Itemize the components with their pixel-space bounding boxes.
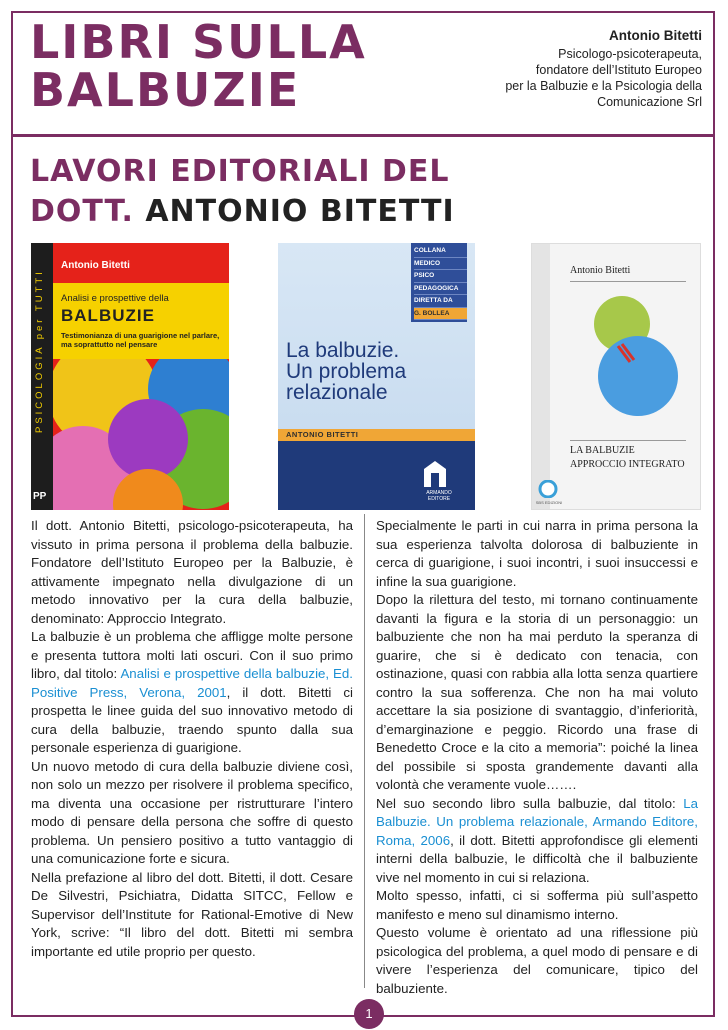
cover-artwork [53, 359, 229, 510]
header-divider [13, 134, 713, 137]
cover-title: BALBUZIE [61, 306, 155, 325]
section-title [30, 152, 455, 232]
paragraph: Questo volume è orientato ad una riflessione più psicologica del problema, a quel modo di pensare e di vivere l’esperienza del comunicare, tipico del balbuziente. [376, 925, 698, 996]
main-title-line-2: BALBUZIE [30, 63, 301, 117]
page-number-badge: 1 [354, 999, 384, 1029]
section-title-dott: DOTT. [30, 194, 134, 229]
publisher-logo-icon [424, 461, 446, 487]
text-column-right [376, 517, 698, 998]
text-run: , il dott. Bitetti approfondisce gli elementi interni della balbuzie, le difficoltà che il balbuziente vive nel momento in cui si relaziona. [376, 832, 698, 885]
series-label: PSICOLOGIA per TUTTI [34, 269, 45, 433]
paragraph [31, 628, 353, 758]
book-title-link[interactable]: La Balbuzie. Un problema relazionale, Armando Editore, Roma, 2006 [376, 795, 698, 848]
text-column-left [31, 517, 353, 961]
main-title-line-1: LIBRI SULLA [30, 15, 367, 69]
cover-tagline: Testimonianza di una guarigione nel parlare, ma soprattutto nel pensare [61, 331, 220, 349]
author-line: per la Balbuzie e la Psicologia della [505, 79, 702, 93]
collection-line: DIRETTA DA [414, 295, 467, 308]
cover-title-line: LA BALBUZIE [570, 445, 635, 456]
paragraph: Specialmente le parti in cui narra in prima persona la sua esperienza talvolta dolorosa di balbuziente in cerca di guarigione, i suoi incontri, i suoi insuccessi e infine la sua guarigione. [376, 518, 698, 589]
book-cover-3 [531, 243, 701, 510]
paragraph: Molto spesso, infatti, ci si sofferma più sull’aspetto manifesto e meno sul dinamismo interno. [376, 888, 698, 922]
collection-line: MEDICO [414, 258, 467, 271]
text-run: La balbuzie è un problema che affligge molte persone e presenta tuttora molti lati oscuri. Con il suo primo libro, dal titolo: [31, 629, 353, 681]
paragraph: Nella prefazione al libro del dott. Bitetti, il dott. Cesare De Silvestri, Psichiatra, Didatta SITCC, Fellow e Supervisor dell’Institute for Rational-Emotive di New York, scrive: “Il libro del dott. Bitetti mi sembra importante ed utile proprio per questo. [31, 869, 353, 959]
cover-publisher: SBS EDIZIONI [535, 500, 563, 505]
book-title-link[interactable]: Analisi e prospettive della balbuzie, Ed. Positive Press, Verona, 2001 [31, 666, 354, 700]
cover-title-line: La balbuzie. [286, 339, 400, 362]
cover-artwork [592, 294, 682, 424]
main-title [30, 15, 367, 117]
section-title-name: ANTONIO BITETTI [145, 194, 455, 229]
cover-author: ANTONIO BITETTI [286, 430, 359, 439]
cover-subtitle: Analisi e prospettive della [61, 293, 169, 304]
cover-publisher: ARMANDO EDITORE [426, 490, 452, 502]
collection-column [411, 243, 467, 322]
book-cover-2 [278, 243, 475, 510]
cover-side-band [532, 244, 550, 510]
book-cover-1 [31, 243, 229, 510]
author-line: Psicologo-psicoterapeuta, [558, 47, 702, 61]
author-block [505, 28, 702, 110]
cover-author: Antonio Bitetti [570, 265, 631, 276]
author-line: fondatore dell’Istituto Europeo [535, 63, 702, 77]
cover-title [286, 340, 406, 403]
publisher-mark: PP [33, 491, 47, 502]
cover-title-line: APPROCCIO INTEGRATO [570, 459, 685, 470]
paragraph: Dopo la rilettura del testo, mi tornano continuamente davanti la figura e la storia di un personaggio: un balbuziente che non ha mai perduto la speranza di guarire, che si è dedicato con tenacia, con ostinazione, quasi con rabbia alla lotta senza quartiere contro la sua sofferenza. Che non ha mai voluto accettare la sia posizione di svantaggio, d’inferiorità, d’emarginazione e peggio. Ricordo una frase di Benedetto Croce e la cito a memoria”: poiché la linea del possibile si sposta grandemente davanti alla volontà che veramente vuole……. [376, 592, 698, 792]
collection-line: COLLANA [414, 245, 467, 258]
collection-line: PEDAGOGICA [414, 283, 467, 296]
paragraph [376, 795, 698, 888]
section-title-line-1: LAVORI EDITORIALI DEL [30, 154, 450, 189]
text-run: Nel suo secondo libro sulla balbuzie, dal titolo: [376, 795, 684, 811]
author-name: Antonio Bitetti [609, 28, 702, 43]
cover-title [570, 444, 685, 472]
cover-title-line: relazionale [286, 381, 388, 404]
cover-rule [570, 281, 686, 282]
author-line: Comunicazione Srl [597, 95, 702, 109]
publisher-logo-icon [538, 480, 558, 498]
paragraph: Il dott. Antonio Bitetti, psicologo-psicoterapeuta, ha vissuto in prima persona il problema della balbuzie. Fondatore dell’Istituto Europeo per la Balbuzie, è attivamente impegnato nella divulgazione di un metodo innovativo per la cura della balbuzie, denominato: Approccio Integrato. [31, 518, 353, 626]
cover-rule [570, 440, 686, 441]
cover-title-line: Un problema [286, 360, 407, 383]
collection-line: PSICO [414, 270, 467, 283]
column-divider [364, 514, 365, 988]
collection-line: G. BOLLEA [414, 308, 467, 321]
text-run: , il dott. Bitetti ci prospetta le linee guida del suo innovativo metodo di cura della balbuzie, traendo spunto dalla sua personale esperienza di guarigione. [31, 684, 353, 755]
cover-author: Antonio Bitetti [61, 260, 130, 271]
paragraph: Un nuovo metodo di cura della balbuzie diviene così, non solo un mezzo per risolvere il problema specifico, ma diventa una occasione per ristrutturare l’intero modo di pensare della persona che soffre di questo problema. Un pensiero positivo a tutto vantaggio di una comunicazione forte e sicura. [31, 758, 353, 866]
